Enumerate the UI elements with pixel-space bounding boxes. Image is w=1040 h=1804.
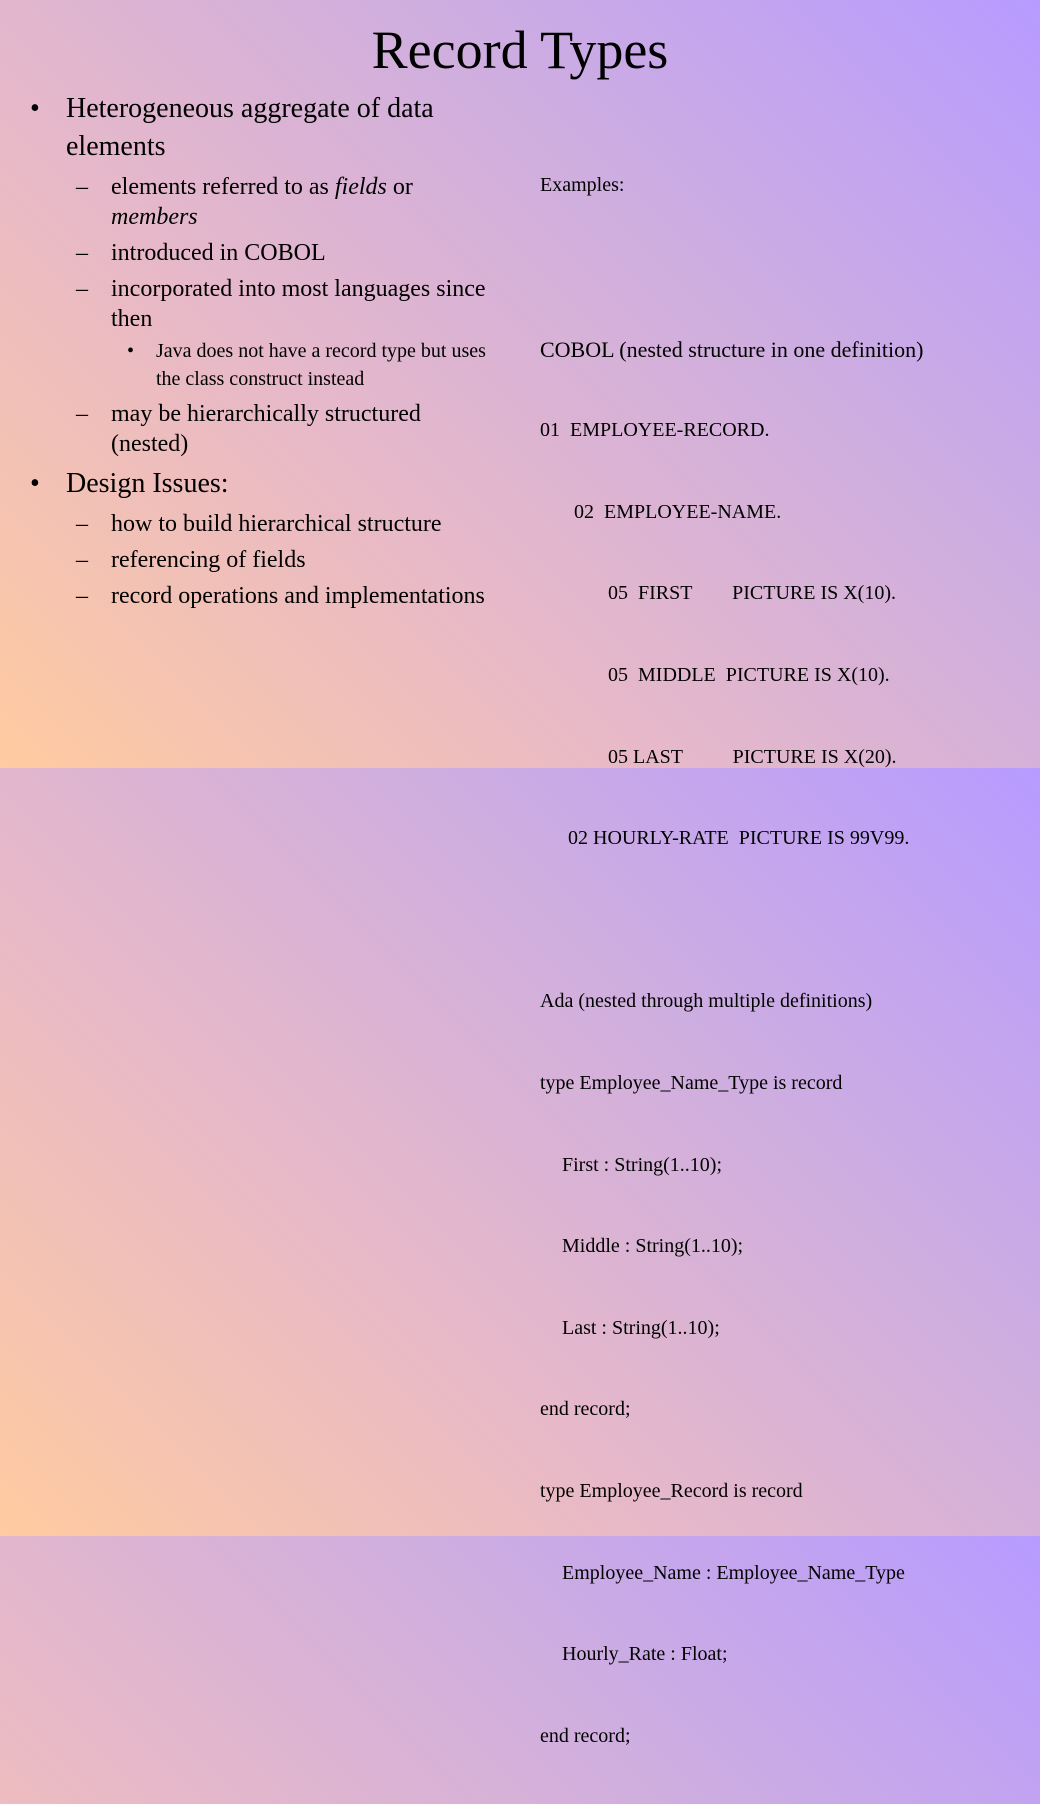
slide-title: Record Types <box>371 20 669 80</box>
sub-sub-bullet-java <box>24 337 494 393</box>
sub-bullet-text: referencing of fields <box>111 547 306 573</box>
term-fields: fields <box>334 174 387 200</box>
bullet-text: Design Issues: <box>66 468 229 499</box>
sub-sub-bullet-text: Java does not have a record type but uses the class construct instead <box>156 340 486 390</box>
dash-icon: – <box>76 511 88 537</box>
bullet-dot-icon: • <box>30 468 40 499</box>
ada-line: Employee_Name : Employee_Name_Type <box>562 1561 905 1584</box>
sub-bullet-referencing <box>24 545 494 575</box>
sub-bullet-text-mid: or <box>386 174 413 200</box>
cobol-line: 01 EMPLOYEE-RECORD. <box>540 419 770 442</box>
term-members: members <box>111 204 198 230</box>
sub-bullet-text: may be hierarchically structured (nested) <box>111 401 421 457</box>
dash-icon: – <box>76 240 88 266</box>
bullet-heterogeneous <box>24 90 494 166</box>
bullet-design-issues <box>24 465 494 503</box>
sub-bullet-nested <box>24 399 494 459</box>
ada-line: Middle : String(1..10); <box>562 1235 744 1258</box>
cobol-line: 02 HOURLY-RATE PICTURE IS 99V99. <box>568 827 910 850</box>
cobol-line: 05 MIDDLE PICTURE IS X(10). <box>608 663 890 686</box>
ada-heading: Ada (nested through multiple definitions) <box>540 990 873 1013</box>
cobol-line: 05 LAST PICTURE IS X(20). <box>608 745 897 768</box>
blank-line <box>540 907 1010 934</box>
sub-bullet-fields <box>24 172 494 232</box>
sub-bullet-text-pre: elements referred to as <box>111 174 335 200</box>
sub-bullet-text: incorporated into most languages since then <box>111 276 486 332</box>
bullet-list <box>24 88 494 611</box>
cobol-heading: COBOL (nested structure in one definition) <box>540 336 924 362</box>
ada-line: end record; <box>540 1724 631 1747</box>
ada-line: Hourly_Rate : Float; <box>562 1643 728 1666</box>
sub-bullet-text: record operations and implementations <box>111 583 485 609</box>
ada-line: type Employee_Record is record <box>540 1479 803 1502</box>
cobol-line: 02 EMPLOYEE-NAME. <box>574 500 782 523</box>
dash-icon: – <box>76 401 88 427</box>
ada-line: First : String(1..10); <box>562 1153 723 1176</box>
dash-icon: – <box>76 547 88 573</box>
sub-bullet-hierarchical <box>24 509 494 539</box>
dash-icon: – <box>76 276 88 302</box>
examples-panel <box>540 118 1010 1804</box>
blank-line <box>540 254 1010 281</box>
sub-bullet-operations <box>24 581 494 611</box>
ada-line: end record; <box>540 1398 631 1421</box>
dash-icon: – <box>76 174 88 200</box>
sub-bullet-languages <box>24 274 494 334</box>
bullet-dot-icon: • <box>127 340 135 362</box>
bullet-dot-icon: • <box>30 93 40 124</box>
sub-bullet-text: introduced in COBOL <box>111 240 326 266</box>
sub-bullet-cobol <box>24 238 494 268</box>
cobol-line: 05 FIRST PICTURE IS X(10). <box>608 582 896 605</box>
sub-bullet-text: how to build hierarchical structure <box>111 511 442 537</box>
bullet-text: Heterogeneous aggregate of data elements <box>66 93 434 162</box>
examples-label: Examples: <box>540 174 625 197</box>
ada-line: type Employee_Name_Type is record <box>540 1071 843 1094</box>
dash-icon: – <box>76 583 88 609</box>
ada-line: Last : String(1..10); <box>562 1316 720 1339</box>
